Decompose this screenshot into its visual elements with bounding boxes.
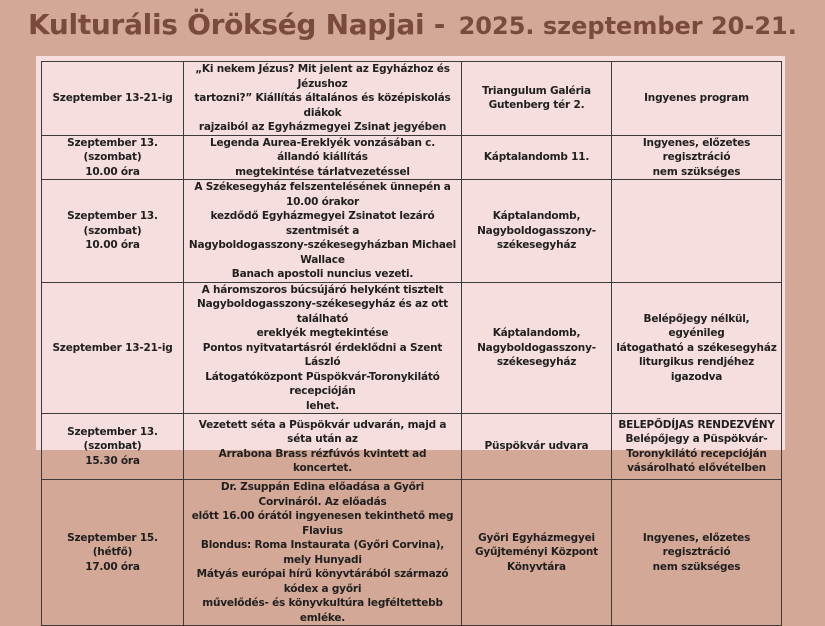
cell-line: tartozni?” Kiállítás általános és középiskolás diákok: [194, 92, 451, 119]
cell-line: (szombat): [83, 151, 142, 163]
cell-line: liturgikus rendjéhez igazodva: [638, 356, 755, 383]
event-location-cell: [462, 282, 612, 414]
cell-line: ereklyék megtekintése: [256, 327, 389, 339]
event-time-cell: [42, 135, 184, 180]
cell-line: Arrabona Brass rézfúvós kvintett ad koncertet.: [218, 447, 427, 474]
event-description-cell: [184, 480, 462, 626]
event-note-cell: [612, 480, 782, 626]
cell-line: látogatható a székesegyház: [616, 341, 777, 354]
cell-line: Könyvtára: [507, 560, 566, 573]
program-table: [41, 61, 782, 626]
event-location-cell: [462, 480, 612, 626]
cell-line: (szombat): [83, 440, 142, 453]
cell-line: Káptalandomb 11.: [483, 151, 590, 163]
event-time-cell: [42, 180, 184, 283]
cell-line: (szombat): [83, 224, 142, 237]
cell-line: Vezetett séta a Püspökvár udvarán, majd a séta után az: [198, 418, 447, 445]
event-note-cell: [612, 62, 782, 136]
event-note-cell: [612, 135, 782, 180]
cell-line: vásárolható elővételben: [627, 462, 766, 474]
page-title: [28, 8, 797, 48]
event-note-cell: [612, 180, 782, 283]
cell-line: „Ki nekem Jézus? Mit jelent az Egyházhoz és Jézushoz: [195, 63, 450, 90]
cell-line: Káptalandomb,: [492, 210, 581, 222]
cell-line: 10.00 óra: [85, 239, 140, 251]
cell-line: nem szükséges: [652, 560, 741, 573]
cell-line: Szeptember 15.: [67, 531, 158, 544]
cell-line: Szeptember 13-21-ig: [52, 92, 173, 104]
cell-line: Belépőjegy a Püspökvár-: [625, 433, 768, 445]
cell-line: Nagyboldogasszony-székesegyházban Michael Wallace: [188, 239, 457, 266]
cell-line: 10.00 óra: [85, 165, 140, 178]
cell-line: nem szükséges: [652, 165, 741, 178]
cell-line: Nagyboldogasszony-székesegyház és az ott található: [197, 298, 448, 325]
cell-line: Gutenberg tér 2.: [488, 99, 585, 112]
cell-line: A háromszoros búcsújáró helyként tisztelt: [201, 283, 444, 296]
cell-line: Ingyenes, előzetes regisztráció: [642, 136, 751, 163]
event-dates: 2025. szeptember 20-21.: [458, 12, 797, 40]
cell-line: Látogatóközpont Püspökvár-Toronykilátó recepcióján: [205, 370, 440, 397]
table-row: [42, 135, 782, 180]
table-row: [42, 480, 782, 626]
cell-line: Dr. Zsuppán Edina előadása a Győri Corvináról. Az előadás: [220, 481, 425, 508]
event-location-cell: [462, 62, 612, 136]
cell-line: Gyűjteményi Központ: [474, 546, 598, 559]
table-row: [42, 62, 782, 136]
cell-line: Banach apostoli nuncius vezeti.: [231, 268, 414, 280]
cell-line: Ingyenes, előzetes regisztráció: [642, 531, 751, 559]
cell-line: székesegyház: [496, 239, 577, 251]
cell-line: Nagyboldogasszony-: [477, 341, 596, 354]
event-location-cell: [462, 135, 612, 180]
event-time-cell: [42, 480, 184, 626]
cell-line: A Székesegyház felszentelésének ünnepén a 10.00 órakor: [194, 181, 451, 208]
table-row: [42, 180, 782, 283]
cell-line: megtekintése tárlatvezetéssel: [235, 165, 410, 178]
cell-line: Püspökvár udvara: [484, 440, 589, 453]
cell-line: BELEPŐDÍJAS RENDEZVÉNY: [618, 418, 775, 431]
event-location-cell: [462, 180, 612, 283]
program-sheet: [36, 56, 785, 624]
event-note-cell: [612, 414, 782, 480]
cell-line: székesegyház: [496, 356, 577, 368]
event-time-cell: [42, 62, 184, 136]
cell-line: Mátyás európai hírű könyvtárából származó kódex a győri: [196, 568, 449, 595]
cell-line: kezdődő Egyházmegyei Zsinatot lezáró szentmisét a: [210, 210, 435, 237]
table-row: [42, 414, 782, 480]
event-description-cell: [184, 135, 462, 180]
cell-line: 17.00 óra: [85, 560, 140, 573]
cell-line: Győri Egyházmegyei: [478, 531, 595, 544]
cell-line: előtt 16.00 órától ingyenesen tekinthető meg Flavius: [191, 510, 454, 537]
cell-line: Belépőjegy nélkül, egyénileg: [643, 312, 750, 339]
cell-line: Káptalandomb,: [492, 327, 581, 339]
cell-line: Szeptember 13.: [67, 136, 158, 149]
cell-line: Legenda Aurea-Ereklyék vonzásában c. állandó kiállítás: [210, 136, 435, 163]
cell-line: Szeptember 13-21-ig: [52, 341, 173, 354]
cell-line: lehet.: [305, 399, 340, 412]
event-note-cell: [612, 282, 782, 414]
cell-line: Pontos nyitvatartásról érdeklődni a Szent László: [202, 341, 443, 368]
event-title: Kulturális Örökség Napjai -: [28, 8, 446, 41]
event-time-cell: [42, 282, 184, 414]
event-time-cell: [42, 414, 184, 480]
event-location-cell: [462, 414, 612, 480]
cell-line: Toronykilátó recepcióján: [626, 447, 767, 460]
cell-line: Szeptember 13.: [67, 425, 158, 438]
event-description-cell: [184, 180, 462, 283]
cell-line: Szeptember 13.: [67, 210, 158, 222]
event-description-cell: [184, 414, 462, 480]
cell-line: Blondus: Roma Instaurata (Győri Corvina), mely Hunyadi: [200, 539, 445, 566]
cell-line: 15.30 óra: [85, 454, 140, 467]
cell-line: Triangulum Galéria: [482, 84, 591, 97]
cell-line: művelődés- és könyvkultúra legféltettebb emléke.: [202, 597, 443, 624]
cell-line: rajzaiból az Egyházmegyei Zsinat jegyében: [198, 121, 447, 133]
cell-line: Nagyboldogasszony-: [477, 224, 596, 237]
event-description-cell: [184, 62, 462, 136]
event-description-cell: [184, 282, 462, 414]
cell-line: (hétfő): [92, 546, 133, 559]
table-row: [42, 282, 782, 414]
cell-line: Ingyenes program: [644, 92, 749, 104]
